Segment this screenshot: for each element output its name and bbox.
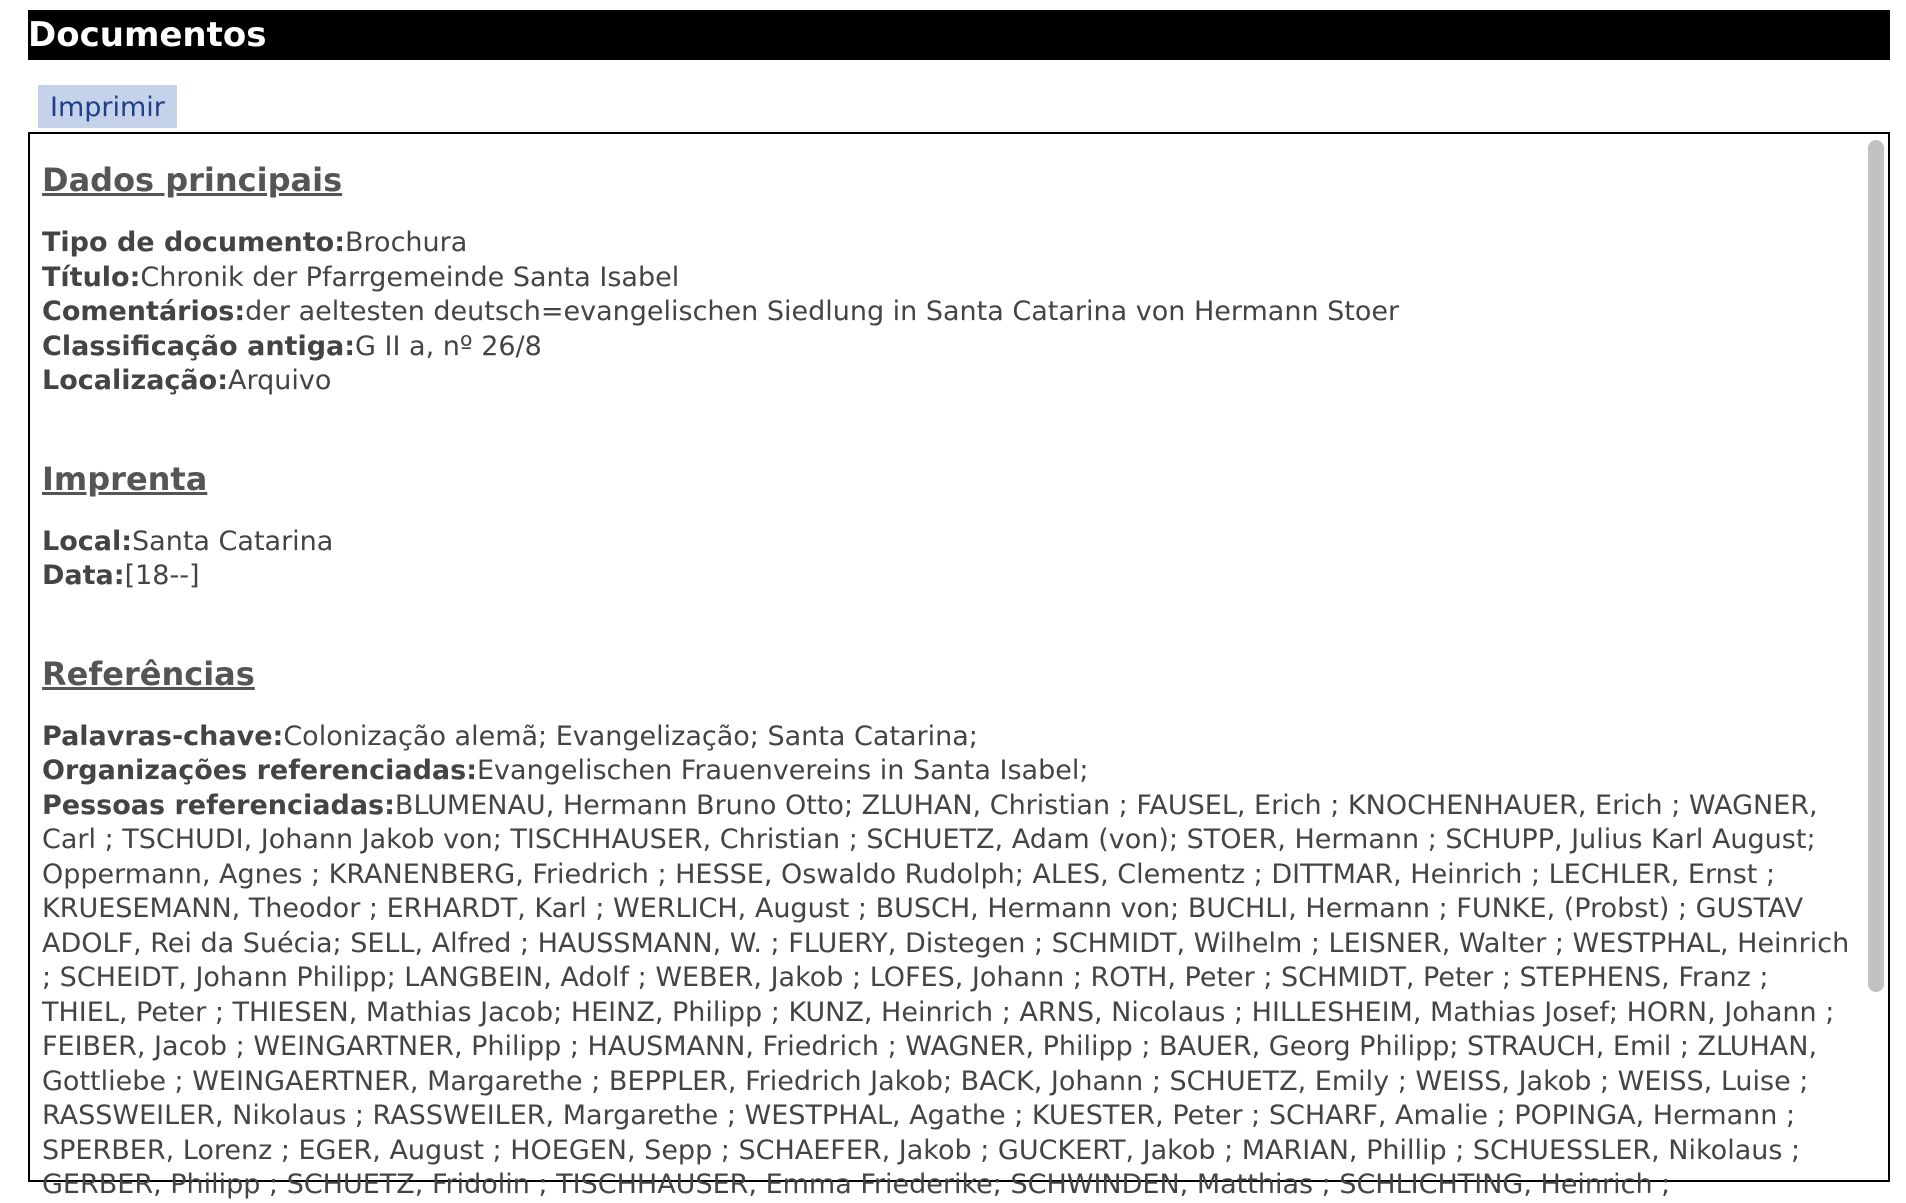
field-value: Colonização alemã; Evangelização; Santa Catarina; [283,720,978,752]
field-referenced-people [42,789,1852,1203]
main-fields [42,226,1852,399]
imprint-fields [42,525,1852,594]
field-value: BLUMENAU, Hermann Bruno Otto; ZLUHAN, Christian ; FAUSEL, Erich ; KNOCHENHAUER, Erich ; WAGNER, Carl ; TSCHUDI, Johann Jakob von; TISCHHAUSER, Christian ; SCHUETZ, Adam (von); STOER, Hermann ; SCHUPP, Julius Karl August; Oppermann, Agnes ; KRANENBERG, Friedrich ; HESSE, Oswaldo Rudolph; ALES, Clementz ; DITTMAR, Heinrich ; LECHLER, Ernst ; KRUESEMANN, Theodor ; ERHARDT, Karl ; WERLICH, August ; BUSCH, Hermann von; BUCHLI, Hermann ; FUNKE, (Probst) ; GUSTAV ADOLF, Rei da Suécia; SELL, Alfred ; HAUSSMANN, W. ; FLUERY, Distegen ; SCHMIDT, Wilhelm ; LEISNER, Walter ; WESTPHAL, Heinrich ; SCHEIDT, Johann Philipp; LANGBEIN, Adolf ; WEBER, Jakob ; LOFES, Johann ; ROTH, Peter ; SCHMIDT, Peter ; STEPHENS, Franz ; THIEL, Peter ; THIESEN, Mathias Jacob; HEINZ, Philipp ; KUNZ, Heinrich ; ARNS, Nicolaus ; HILLESHEIM, Mathias Josef; HORN, Johann ; FEIBER, Jacob ; WEINGARTNER, Philipp ; HAUSMANN, Friedrich ; WAGNER, Philipp ; BAUER, Georg Philipp; STRAUCH, Emil ; ZLUHAN, Gottliebe ; WEINGAERTNER, Margarethe ; BEPPLER, Friedrich Jakob; BACK, Johann ; SCHUETZ, Emily ; WEISS, Jakob ; WEISS, Luise ; RASSWEILER, Nikolaus ; RASSWEILER, Margarethe ; WESTPHAL, Agathe ; KUESTER, Peter ; SCHARF, Amalie ; POPINGA, Hermann ; SPERBER, Lorenz ; EGER, August ; HOEGEN, Sepp ; SCHAEFER, Jakob ; GUCKERT, Jakob ; MARIAN, Phillip ; SCHUESSLER, Nikolaus ; GERBER, Philipp ; SCHUETZ, Fridolin ; TISCHHAUSER, Emma Friederike; SCHWINDEN, Matthias ; SCHLICHTING, Heinrich ; [42,789,1850,1200]
print-button[interactable]: Imprimir [38,85,177,128]
scrollbar-thumb[interactable] [1868,140,1884,992]
field-label: Pessoas referenciadas: [42,789,395,821]
references-fields [42,720,1852,1203]
field-label: Palavras-chave: [42,720,284,752]
field-label: Organizações referenciadas: [42,755,477,786]
field-label: Local: [42,525,133,557]
field-keywords [42,720,1852,755]
field-old-classification [42,330,1852,365]
field-value: G II a, nº 26/8 [355,330,542,362]
field-label: Classificação antiga: [42,330,356,362]
section-title-main: Dados principais [42,161,343,199]
field-date [42,559,1852,594]
field-value: Santa Catarina [132,525,334,557]
field-value: Evangelischen Frauenvereins in Santa Isabel; [477,755,1089,786]
section-spacer [42,399,1852,459]
field-comments [42,295,1852,330]
field-value: [18--] [124,560,200,591]
field-place [42,525,1852,560]
field-label: Tipo de documento: [42,227,346,258]
section-spacer [42,594,1852,654]
field-value: Brochura [345,227,468,258]
field-value: Arquivo [228,365,332,396]
field-title [42,261,1852,296]
field-document-type [42,226,1852,261]
field-label: Título: [42,261,141,293]
field-label: Data: [42,560,125,591]
field-location [42,364,1852,399]
field-value: Chronik der Pfarrgemeinde Santa Isabel [140,261,680,293]
page-title: Documentos [28,15,267,55]
page-title-bar [28,10,1890,60]
field-value: der aeltesten deutsch=evangelischen Siedlung in Santa Catarina von Hermann Stoer [245,296,1400,327]
section-title-imprint: Imprenta [42,459,208,498]
field-referenced-organizations [42,754,1852,789]
section-title-references: Referências [42,654,255,693]
vertical-scrollbar[interactable] [1868,140,1884,1170]
field-label: Comentários: [42,296,246,327]
document-details-frame[interactable] [28,132,1890,1200]
document-details-content [42,160,1852,1203]
field-label: Localização: [42,365,228,396]
